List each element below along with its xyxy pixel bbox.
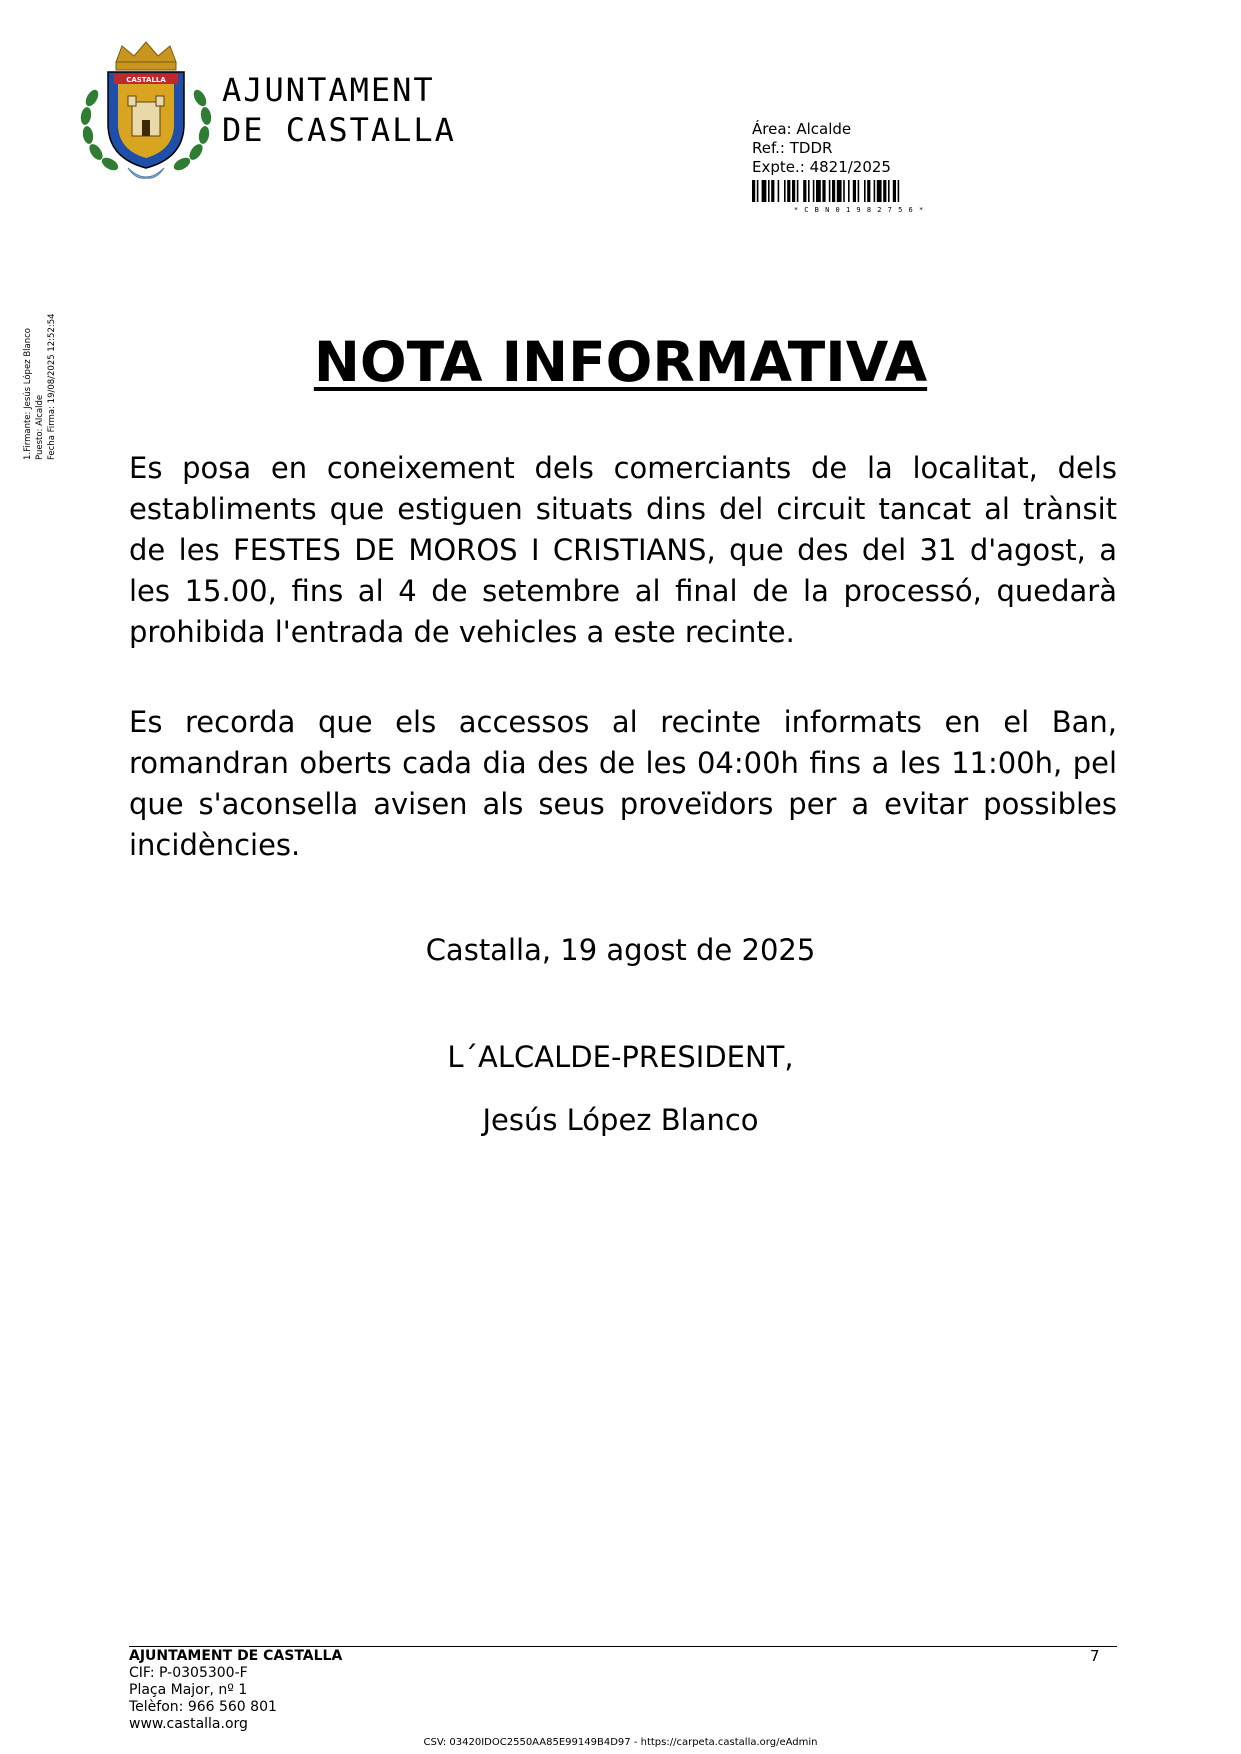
barcode-bar [877,180,882,202]
footer-divider [129,1646,1117,1647]
stamp-line1: 1.Firmante: Jesús López Blanco [23,327,33,460]
organization-name-line2: DE CASTALLA [222,111,456,149]
barcode-bar [864,180,866,202]
barcode-bar [858,180,860,202]
barcode-bar [829,180,831,202]
organization-name-line1: AJUNTAMENT [222,71,435,109]
barcode-bar [752,180,755,202]
organization-name [222,70,456,150]
barcode-bar [888,180,890,202]
barcode-bar [837,180,842,202]
expte-label: Expte.: 4821/2025 [752,158,891,176]
document-title: NOTA INFORMATIVA [313,330,928,394]
barcode-bar [893,180,896,202]
barcode-bar [787,180,790,202]
barcode-bar [808,180,810,202]
footer-phone: Telèfon: 966 560 801 [129,1699,277,1715]
barcode-bar [762,180,767,202]
reference-block [752,120,891,177]
page-number: 7 [1090,1647,1100,1665]
barcode-bar [832,180,835,202]
barcode-bar [867,180,870,202]
coat-of-arms-logo [76,40,216,186]
footer-web: www.castalla.org [129,1716,248,1732]
barcode-bar [883,180,886,202]
stamp-line3: Fecha Firma: 19/08/2025 12:52:54 [47,313,57,460]
footer-org-name: AJUNTAMENT DE CASTALLA [129,1648,343,1664]
place-date: Castalla, 19 agost de 2025 [425,933,816,967]
area-label: Área: Alcalde [752,120,852,138]
barcode-bar [843,180,845,202]
barcode-bar [813,180,815,202]
barcode-bar [771,180,774,202]
barcode-text: * C B N 0 1 9 8 2 7 5 6 * [793,206,925,214]
barcode-bar [757,180,759,202]
barcode-bar [784,180,786,202]
footer-contact [129,1648,342,1733]
paragraph-closure-notice: Es posa en coneixement dels comerciants de la localitat, dels establiments que estiguen situats dins del circuit tancat al trànsit de les FESTES DE MOROS I CRISTIANS, que des del 31 d'agost, a les 15.00, fins al 4 de setembre al final de la processó, quedarà prohibida l'entrada de vehicles a este recinte. [129,451,1117,649]
barcode-bar [778,180,780,202]
barcode [752,180,966,214]
barcode-bar [853,180,856,202]
barcode-bar [874,180,876,202]
barcode-bar [822,180,825,202]
barcode-bar [768,180,770,202]
stamp-line2: Puesto: Alcalde [35,394,45,460]
csv-verification: CSV: 03420IDOC2550AA85E99149B4D97 - https://carpeta.castalla.org/eAdmin [423,1737,818,1748]
footer-address: Plaça Major, nº 1 [129,1682,248,1698]
barcode-bar [803,180,806,202]
barcode-bar [816,180,821,202]
paragraph-access-hours: Es recorda que els accessos al recinte informats en el Ban, romandran oberts cada dia des de les 04:00h fins a les 11:00h, pel que s'aconsella avisen als seus proveïdors per a evitar possibles incidències. [129,705,1117,862]
signer-office: L´ALCALDE-PRESIDENT, [447,1040,794,1074]
barcode-bar [848,180,850,202]
barcode-bar [792,180,795,202]
footer-cif: CIF: P-0305300-F [129,1665,248,1681]
barcode-bar [898,180,900,202]
barcode-bar [797,180,799,202]
ref-label: Ref.: TDDR [752,139,833,157]
signer-name: Jesús López Blanco [482,1103,759,1137]
logo-text: CASTALLA [126,76,166,84]
